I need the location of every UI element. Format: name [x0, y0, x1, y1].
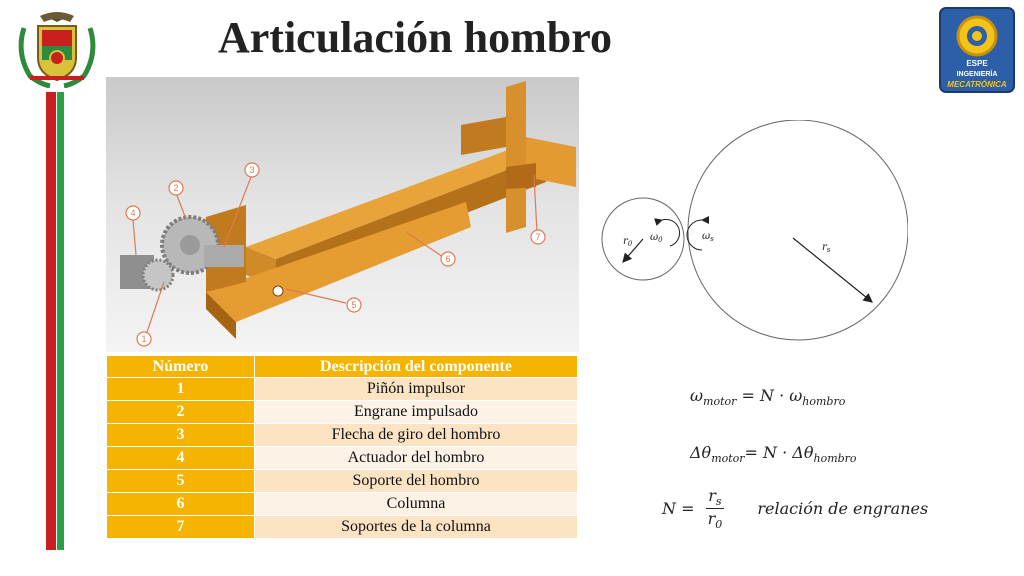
eq1-omega: ω: [690, 386, 704, 405]
svg-text:r0: [623, 236, 633, 248]
row-number: 6: [107, 493, 255, 516]
large-omega-label: ω: [702, 231, 711, 242]
row-description: Actuador del hombro: [255, 447, 578, 470]
slide-title: Articulación hombro: [218, 13, 612, 62]
eq3-denominator: r: [707, 509, 716, 529]
eq1-middle: = N · ω: [736, 386, 803, 405]
row-number: 3: [107, 424, 255, 447]
row-description: Flecha de giro del hombro: [255, 424, 578, 447]
row-number: 5: [107, 470, 255, 493]
badge-line3: MECATRÓNICA: [947, 80, 1007, 89]
callout-4: 4: [130, 208, 136, 218]
row-number: 4: [107, 447, 255, 470]
badge-line2: INGENIERÍA: [956, 71, 998, 78]
table-row: [107, 470, 578, 493]
svg-text:ωs: [702, 231, 714, 243]
row-description: Soportes de la columna: [255, 516, 578, 539]
eq2-middle: = N · Δθ: [744, 443, 814, 462]
large-radius-label: r: [822, 242, 827, 253]
eq1-hombro-sub: hombro: [802, 395, 846, 409]
green-side-stripe: [57, 92, 64, 550]
table-row: [107, 516, 578, 539]
row-description: Columna: [255, 493, 578, 516]
callout-2: 2: [173, 183, 179, 193]
table-row: [107, 493, 578, 516]
header-number: Número: [107, 356, 255, 378]
svg-text:rs: [822, 242, 831, 254]
coat-of-arms-logo: [10, 8, 104, 88]
table-row: [107, 401, 578, 424]
callout-5: 5: [351, 300, 357, 310]
eq3-numerator: r: [708, 486, 716, 505]
large-gear-circle: [688, 120, 908, 340]
eq3-fraction: [706, 486, 725, 531]
shoulder-joint-render: [106, 77, 579, 352]
espe-mechatronics-badge: [938, 6, 1016, 94]
table-row: [107, 424, 578, 447]
header-description: Descripción del componente: [255, 356, 578, 378]
small-omega-label: ω: [650, 232, 659, 243]
row-number: 7: [107, 516, 255, 539]
row-number: 2: [107, 401, 255, 424]
small-radius-sub: 0: [627, 240, 633, 248]
eq3-denominator-sub: 0: [715, 518, 723, 532]
eq3-lhs: N =: [662, 499, 695, 519]
table-row: [107, 447, 578, 470]
eq1-motor-sub: motor: [703, 395, 737, 409]
table-header-row: [107, 356, 578, 378]
equation-angular-displacement: [690, 443, 857, 465]
svg-text:ω0: [650, 232, 663, 244]
table-row: [107, 378, 578, 401]
equation-angular-velocity: [690, 386, 845, 408]
small-omega-sub: 0: [658, 236, 663, 244]
eq2-delta: Δθ: [690, 443, 712, 462]
badge-line1: ESPE: [966, 59, 988, 68]
small-radius-label: r: [623, 236, 628, 247]
gear-ratio-diagram: [598, 120, 908, 356]
row-number: 1: [107, 378, 255, 401]
eq3-numerator-sub: s: [715, 495, 722, 509]
eq3-relation-label: relación de engranes: [757, 499, 929, 519]
components-table: [106, 355, 578, 539]
callout-3: 3: [249, 165, 255, 175]
row-description: Piñón impulsor: [255, 378, 578, 401]
row-description: Engrane impulsado: [255, 401, 578, 424]
callout-7: 7: [535, 232, 541, 242]
red-side-stripe: [46, 92, 56, 550]
callout-6: 6: [445, 254, 451, 264]
equation-gear-ratio: [662, 486, 928, 531]
eq2-motor-sub: motor: [711, 452, 745, 466]
eq2-hombro-sub: hombro: [813, 452, 857, 466]
row-description: Soporte del hombro: [255, 470, 578, 493]
large-radius-sub: s: [826, 246, 831, 254]
callout-1: 1: [141, 334, 147, 344]
large-omega-sub: s: [710, 235, 714, 243]
